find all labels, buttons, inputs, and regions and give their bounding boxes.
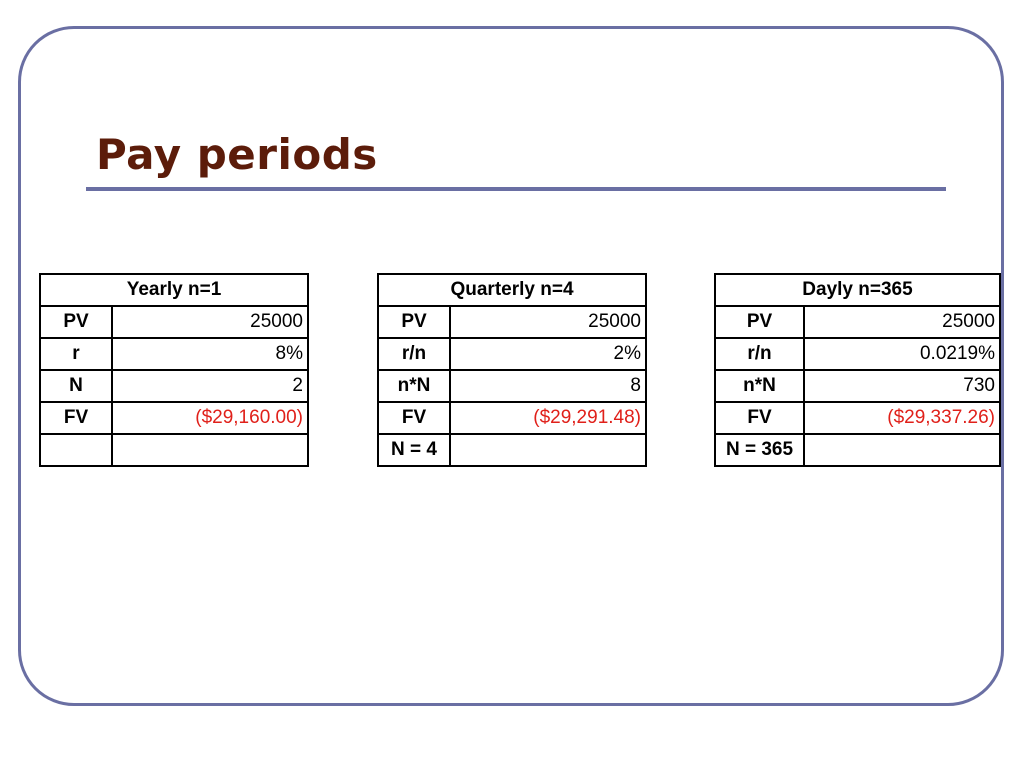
table-yearly [39,273,309,467]
table-row [40,402,308,434]
row-value: 8 [450,370,646,402]
table-row [715,434,1000,466]
row-label [40,434,112,466]
title-underline [86,187,946,191]
future-value: ($29,291.48) [450,402,646,434]
row-value: 730 [804,370,1000,402]
row-label: FV [40,402,112,434]
table-header-row [715,274,1000,306]
table-daily [714,273,1001,467]
table-header: Quarterly n=4 [378,274,646,306]
table-header: Dayly n=365 [715,274,1000,306]
table-row [715,370,1000,402]
future-value: ($29,160.00) [112,402,308,434]
row-value: 8% [112,338,308,370]
future-value: ($29,337.26) [804,402,1000,434]
row-value: 25000 [804,306,1000,338]
table-row [40,370,308,402]
row-value [112,434,308,466]
table-header-row [378,274,646,306]
row-label: PV [40,306,112,338]
row-value: 25000 [112,306,308,338]
table-row [378,338,646,370]
table-row [715,402,1000,434]
row-label: N = 365 [715,434,804,466]
table-row [40,306,308,338]
row-value [450,434,646,466]
slide-title: Pay periods [96,130,378,179]
table-row [378,306,646,338]
row-value: 0.0219% [804,338,1000,370]
table-row [715,306,1000,338]
row-value: 25000 [450,306,646,338]
row-label: FV [715,402,804,434]
table-header-row [40,274,308,306]
row-label: r/n [715,338,804,370]
table-row [378,434,646,466]
row-label: N = 4 [378,434,450,466]
row-label: n*N [378,370,450,402]
table-row [715,338,1000,370]
row-label: PV [715,306,804,338]
row-label: FV [378,402,450,434]
row-label: r/n [378,338,450,370]
table-quarterly [377,273,647,467]
row-label: r [40,338,112,370]
row-value: 2 [112,370,308,402]
row-label: N [40,370,112,402]
table-row [40,338,308,370]
table-header: Yearly n=1 [40,274,308,306]
row-value [804,434,1000,466]
table-row [378,402,646,434]
row-value: 2% [450,338,646,370]
table-row [378,370,646,402]
table-row [40,434,308,466]
row-label: n*N [715,370,804,402]
row-label: PV [378,306,450,338]
